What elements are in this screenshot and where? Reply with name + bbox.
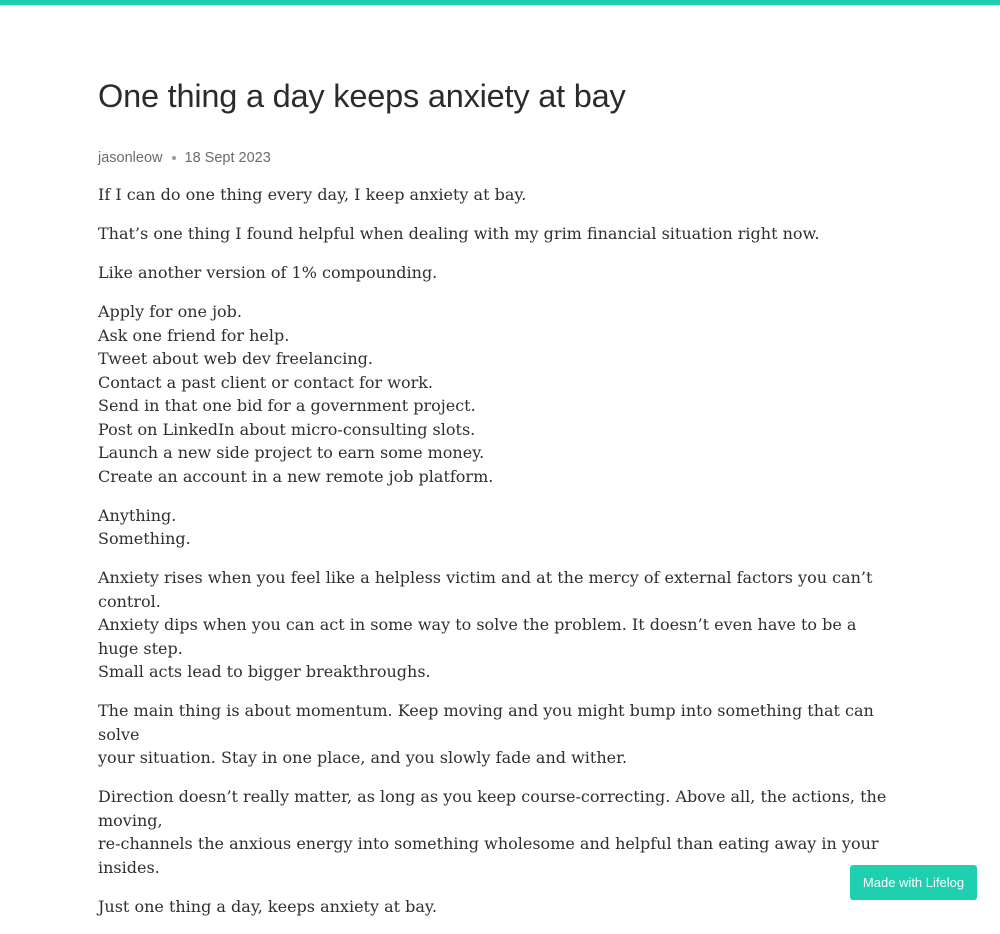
paragraph <box>98 566 898 684</box>
post-date: 18 Sept 2023 <box>184 150 271 166</box>
list-item: Send in that one bid for a government project. <box>98 396 476 415</box>
separator-dot-icon <box>172 156 176 160</box>
post-title: One thing a day keeps anxiety at bay <box>98 78 626 114</box>
paragraph-line: Anxiety dips when you can act in some way to solve the problem. It doesn’t even have to be a huge step. <box>98 615 857 658</box>
paragraph-line: Direction doesn’t really matter, as long as you keep course-correcting. Above all, the actions, the moving, <box>98 787 887 830</box>
post-meta <box>98 147 898 169</box>
paragraph-line: Anxiety rises when you feel like a helpless victim and at the mercy of external factors you can’t control. <box>98 568 873 611</box>
paragraph <box>98 785 898 879</box>
post-body <box>98 183 898 918</box>
list-item: Tweet about web dev freelancing. <box>98 349 373 368</box>
paragraph: If I can do one thing every day, I keep anxiety at bay. <box>98 185 527 204</box>
made-with-lifelog-button[interactable]: Made with Lifelog <box>850 865 977 900</box>
list-item: Create an account in a new remote job platform. <box>98 466 494 486</box>
paragraph-line: re-channels the anxious energy into something wholesome and helpful than eating away in your insides. <box>98 834 879 877</box>
paragraph <box>98 504 898 551</box>
paragraph-line: Something. <box>98 529 191 548</box>
list-item: Post on LinkedIn about micro-consulting slots. <box>98 419 476 439</box>
post-article <box>98 72 898 934</box>
paragraph-line: Anything. <box>98 505 177 525</box>
paragraph: Just one thing a day, keeps anxiety at bay. <box>98 896 437 916</box>
paragraph-line: The main thing is about momentum. Keep moving and you might bump into something that can solve <box>98 701 874 744</box>
list-item: Ask one friend for help. <box>98 325 290 345</box>
paragraph <box>98 699 898 770</box>
paragraph: That’s one thing I found helpful when dealing with my grim financial situation right now. <box>98 224 820 243</box>
paragraph-line: your situation. Stay in one place, and you slowly fade and wither. <box>98 748 628 767</box>
action-list <box>98 300 898 488</box>
post-author[interactable]: jasonleow <box>98 150 163 166</box>
paragraph-line: Small acts lead to bigger breakthroughs. <box>98 662 431 681</box>
top-accent-bar <box>0 0 1000 5</box>
list-item: Apply for one job. <box>98 302 242 321</box>
list-item: Contact a past client or contact for work. <box>98 372 433 392</box>
paragraph: Like another version of 1% compounding. <box>98 263 438 282</box>
list-item: Launch a new side project to earn some money. <box>98 443 485 462</box>
